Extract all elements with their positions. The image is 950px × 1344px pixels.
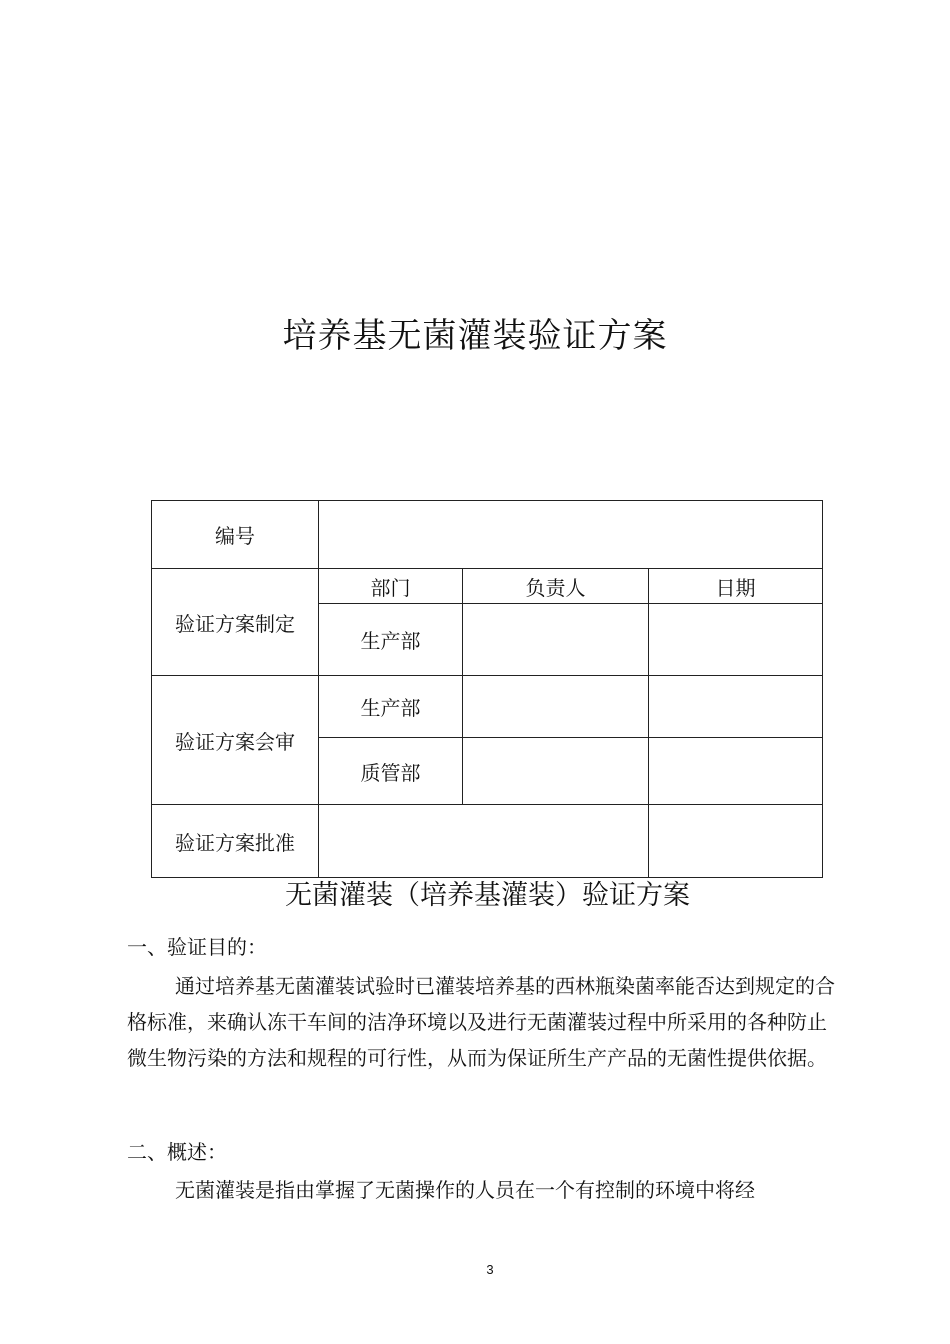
approval-row bbox=[152, 805, 823, 878]
number-value bbox=[319, 501, 823, 569]
review-date-1 bbox=[649, 676, 823, 738]
approval-label: 验证方案批准 bbox=[152, 805, 319, 878]
drafting-person bbox=[463, 604, 649, 676]
document-subtitle: 无菌灌装（培养基灌装）验证方案 bbox=[285, 880, 690, 911]
document-title: 培养基无菌灌装验证方案 bbox=[282, 316, 668, 356]
review-department-1: 生产部 bbox=[319, 676, 463, 738]
section-heading-overview: 二、概述： bbox=[127, 1140, 227, 1164]
review-person-2 bbox=[463, 738, 649, 805]
section-text-overview: 无菌灌装是指由掌握了无菌操作的人员在一个有控制的环境中将经 bbox=[175, 1178, 755, 1202]
review-label: 验证方案会审 bbox=[152, 676, 319, 805]
header-person: 负责人 bbox=[463, 569, 649, 604]
review-department-2: 质管部 bbox=[319, 738, 463, 805]
section-heading-purpose: 一、验证目的： bbox=[127, 935, 267, 959]
number-label: 编号 bbox=[152, 501, 319, 569]
review-person-1 bbox=[463, 676, 649, 738]
drafting-date bbox=[649, 604, 823, 676]
section-text-purpose: 通过培养基无菌灌装试验时已灌装培养基的西林瓶染菌率能否达到规定的合格标准，来确认冻干车间的洁净环境以及进行无菌灌装过程中所采用的各种防止微生物污染的方法和规程的可行性，从而为保证所生产产品的无菌性提供依据。 bbox=[127, 974, 835, 1070]
approval-person bbox=[319, 805, 649, 878]
header-department: 部门 bbox=[319, 569, 463, 604]
signoff-table bbox=[151, 500, 823, 878]
approval-date bbox=[649, 805, 823, 878]
review-row-1 bbox=[152, 676, 823, 738]
drafting-label: 验证方案制定 bbox=[152, 569, 319, 676]
header-date: 日期 bbox=[649, 569, 823, 604]
review-date-2 bbox=[649, 738, 823, 805]
column-header-row bbox=[152, 569, 823, 604]
number-row bbox=[152, 501, 823, 569]
drafting-department: 生产部 bbox=[319, 604, 463, 676]
page-number: 3 bbox=[486, 1262, 494, 1277]
